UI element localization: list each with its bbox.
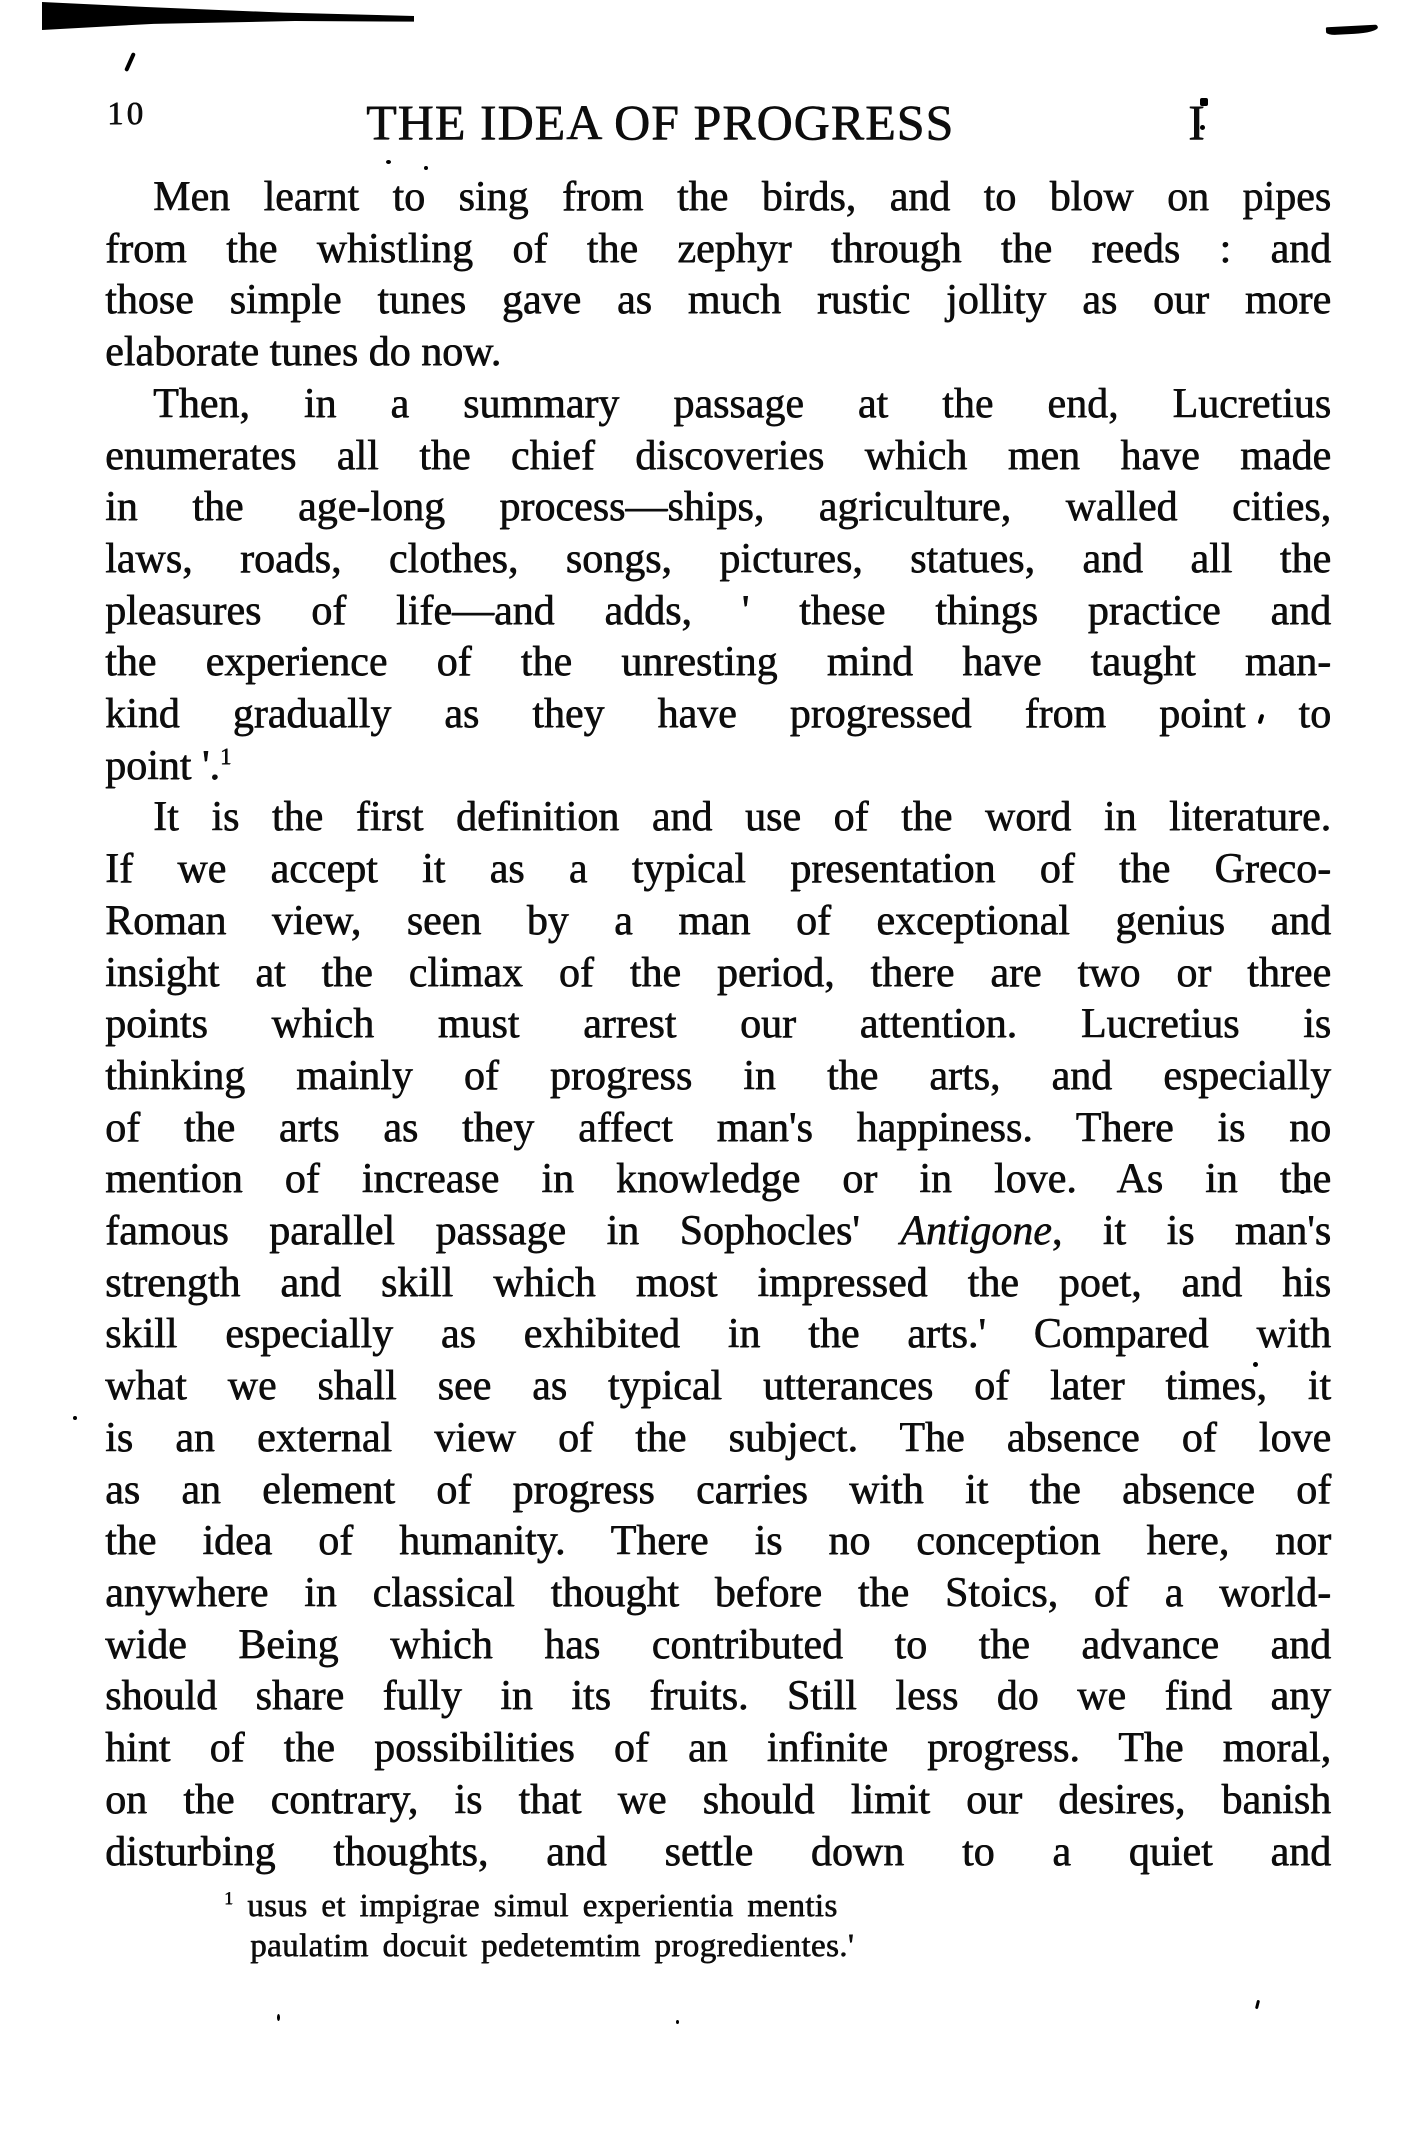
text-line [105, 224, 1331, 276]
text-line [250, 1926, 854, 1966]
text-line [105, 844, 1331, 896]
chapter-numeral: I [1188, 94, 1205, 150]
scan-speck [424, 166, 428, 170]
text-line [105, 948, 1331, 1000]
text-segment: of the arts as they affect man's happiness. There is no [105, 1104, 1331, 1151]
text-segment: is an external view of the subject. The absence of love [105, 1414, 1331, 1461]
text-segment: insight at the climax of the period, there are two or three [105, 949, 1331, 996]
text-segment: skill especially as exhibited in the arts.' Compared with [105, 1311, 1331, 1358]
italic-text: Antigone [900, 1208, 1052, 1255]
scan-speck [1255, 2000, 1260, 2009]
text-line [105, 275, 1331, 327]
text-line [105, 379, 1331, 431]
text-line [105, 741, 1331, 793]
text-segment: anywhere in classical thought before the Stoics, of a world- [105, 1569, 1331, 1616]
text-line [105, 172, 1331, 224]
text-line [105, 1309, 1331, 1361]
text-segment: what we shall see as typical utterances of later times, it [105, 1363, 1331, 1410]
text-line [105, 327, 1331, 379]
text-segment: disturbing thoughts, and settle down to a quiet and [105, 1828, 1331, 1875]
text-line [105, 534, 1331, 586]
text-line [105, 1775, 1331, 1827]
scan-artifact-tick [124, 52, 136, 72]
text-line [105, 1051, 1331, 1103]
scan-speck [277, 2014, 280, 2021]
text-line [105, 792, 1331, 844]
text-segment: thinking mainly of progress in the arts, and especially [105, 1052, 1331, 1099]
footnote-marker: 1 [219, 742, 232, 769]
text-line [105, 896, 1331, 948]
text-line [105, 1103, 1331, 1155]
text-line [105, 999, 1331, 1051]
text-segment: paulatim docuit pedetemtim progredientes.' [250, 1928, 855, 1964]
text-line [105, 1723, 1331, 1775]
text-line [105, 1568, 1331, 1620]
text-segment: kind gradually as they have progressed from point to [105, 691, 1331, 738]
scan-speck [676, 2020, 679, 2024]
text-segment: wide Being which has contributed to the advance and [105, 1621, 1331, 1668]
text-segment: points which must arrest our attention. Lucretius is [105, 1001, 1331, 1048]
text-segment: laws, roads, clothes, songs, pictures, statues, and all the [105, 535, 1331, 582]
text-segment: from the whistling of the zephyr through the reeds : and [105, 225, 1331, 272]
text-line [105, 1154, 1331, 1206]
text-segment: Men learnt to sing from the birds, and to blow on pipes [153, 174, 1331, 220]
text-line [105, 1206, 1331, 1258]
text-line [105, 1516, 1331, 1568]
text-segment: hint of the possibilities of an infinite progress. The moral, [105, 1725, 1331, 1772]
text-line [105, 482, 1331, 534]
text-segment: the experience of the unresting mind have taught man- [105, 639, 1331, 686]
text-line [105, 1827, 1331, 1879]
text-line [105, 586, 1331, 638]
text-segment: should share fully in its fruits. Still less do we find any [105, 1673, 1331, 1720]
text-segment: It is the first definition and use of the word in literature. [153, 794, 1331, 841]
text-segment: enumerates all the chief discoveries which men have made [105, 432, 1331, 479]
text-segment: on the contrary, is that we should limit our desires, banish [105, 1776, 1331, 1823]
footnote [224, 1886, 854, 1966]
text-line [105, 1413, 1331, 1465]
text-segment: Then, in a summary passage at the end, Lucretius [153, 380, 1331, 427]
text-segment: as an element of progress carries with it the absence of [105, 1466, 1331, 1513]
text-segment: elaborate tunes do now. [105, 329, 502, 376]
text-segment: Roman view, seen by a man of exceptional genius and [105, 897, 1331, 944]
text-line [224, 1886, 854, 1926]
text-line [105, 1620, 1331, 1672]
scan-speck [73, 1416, 77, 1420]
text-segment: pleasures of life—and adds, ' these things practice and [105, 587, 1331, 634]
body-text [105, 172, 1331, 1878]
text-segment: the idea of humanity. There is no conception here, nor [105, 1518, 1331, 1565]
text-segment: mention of increase in knowledge or in love. As in the [105, 1156, 1331, 1203]
text-segment: those simple tunes gave as much rustic jollity as our more [105, 277, 1331, 324]
scan-speck [386, 160, 391, 164]
scan-artifact-top-right [1326, 25, 1378, 36]
text-line [105, 1671, 1331, 1723]
text-line [105, 1465, 1331, 1517]
text-segment: , it is man's [1051, 1208, 1331, 1255]
footnote-marker: 1 [224, 1888, 234, 1908]
running-title: THE IDEA OF PROGRESS [366, 94, 955, 150]
text-segment: point '. [105, 742, 220, 789]
page-number: 10 [107, 96, 146, 132]
text-segment: famous parallel passage in Sophocles' [105, 1208, 901, 1255]
text-segment: strength and skill which most impressed the poet, and his [105, 1259, 1331, 1306]
text-line [105, 689, 1331, 741]
text-segment: usus et impigrae simul experientia mentis [233, 1888, 838, 1924]
text-line [105, 1361, 1331, 1413]
text-line [105, 431, 1331, 483]
scan-artifact-top-left [42, 2, 414, 30]
text-segment: in the age-long process—ships, agriculture, walled cities, [105, 484, 1331, 531]
text-line [105, 637, 1331, 689]
text-line [105, 1258, 1331, 1310]
text-segment: If we accept it as a typical presentation of the Greco- [105, 846, 1331, 893]
